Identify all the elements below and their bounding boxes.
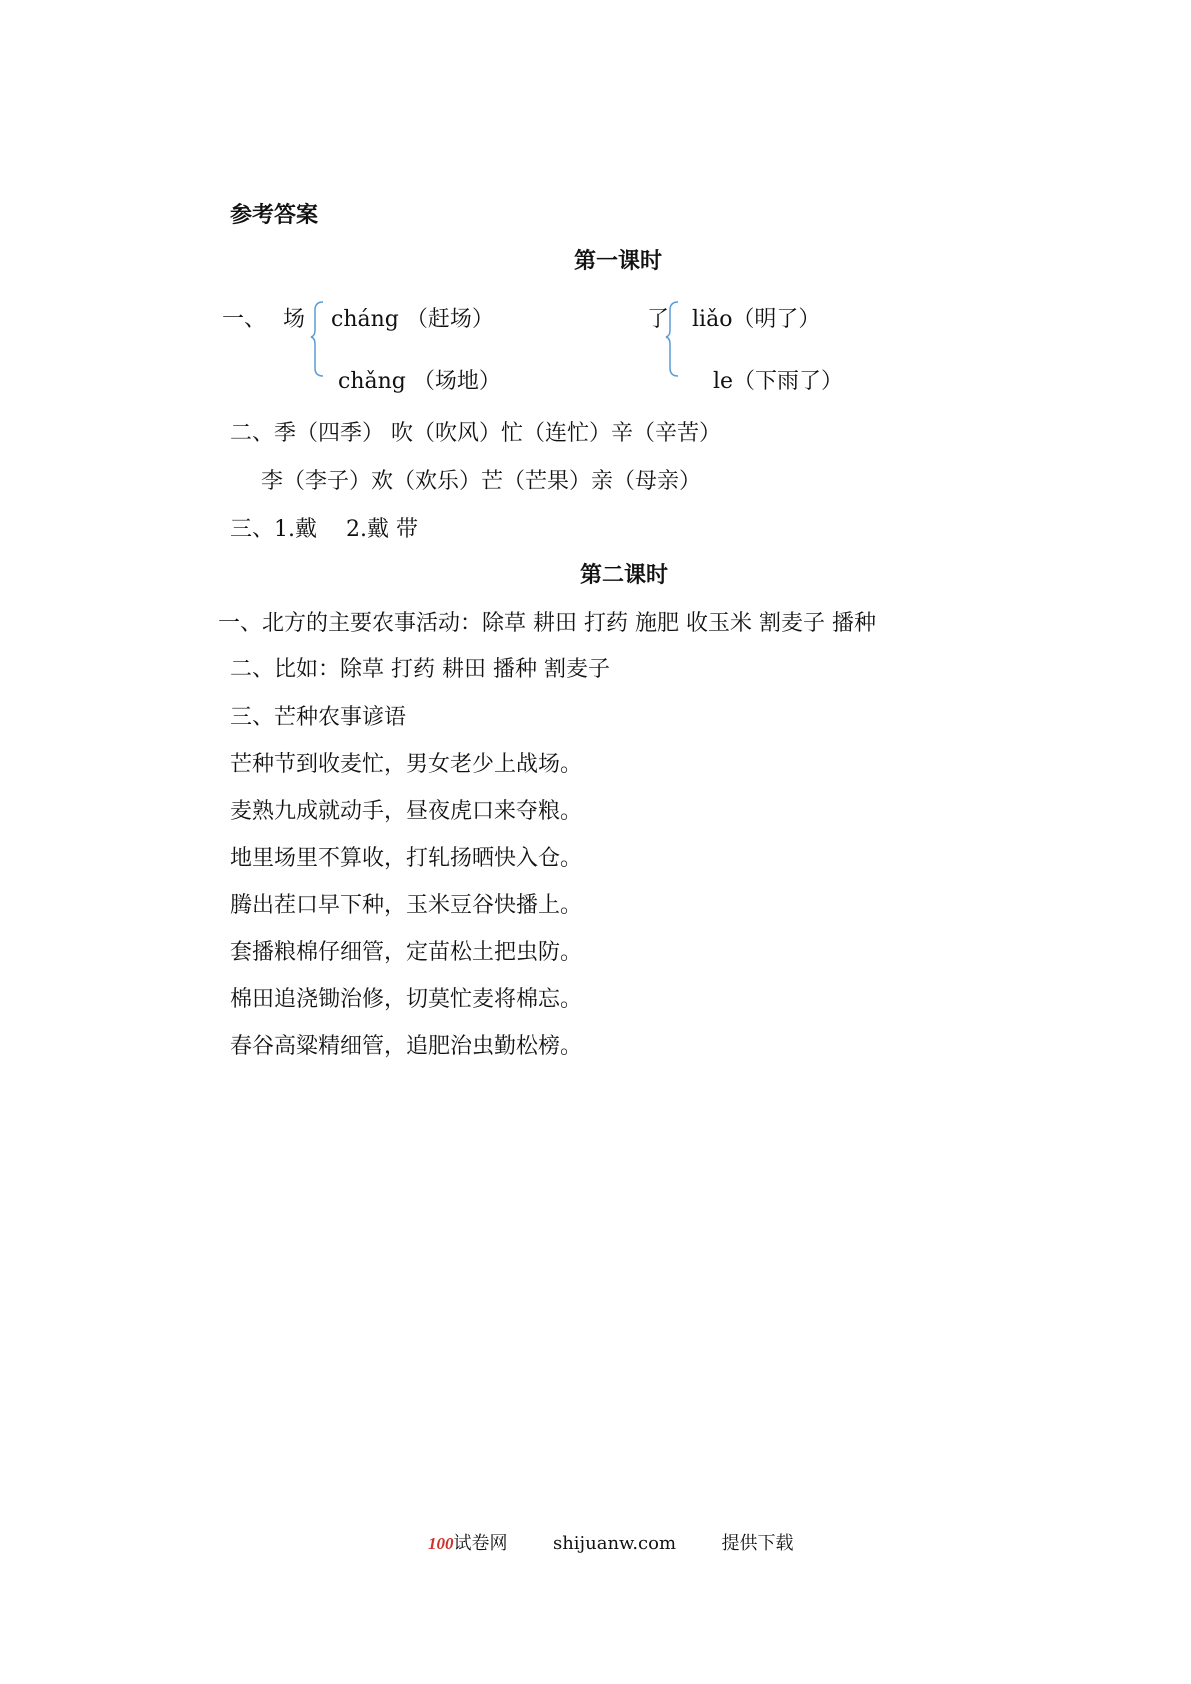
proverb-line: 麦熟九成就动手，昼夜虎口来夺粮。 <box>230 799 583 824</box>
lesson1-title: 第一课时 <box>574 249 663 274</box>
lesson2-q1: 一、北方的主要农事活动：除草 耕田 打药 施肥 收玉米 割麦子 播种 <box>218 611 876 636</box>
char-le: 了 <box>647 307 670 332</box>
brace-left <box>309 300 325 378</box>
proverb-line: 腾出茬口早下种，玉米豆谷快播上。 <box>230 893 583 918</box>
lesson2-q2: 二、比如：除草 打药 耕田 播种 割麦子 <box>230 657 610 682</box>
proverb-line: 套播粮棉仔细管，定苗松土把虫防。 <box>230 940 583 965</box>
proverb-line: 地里场里不算收，打轧扬晒快入仓。 <box>230 846 583 871</box>
proverb-line: 春谷高粱精细管，追肥治虫勤松榜。 <box>230 1034 583 1059</box>
char-chang-reading-1: cháng （赶场） <box>331 307 494 332</box>
download-note: 提供下载 <box>721 1533 794 1554</box>
lesson2-q3: 三、芒种农事谚语 <box>230 705 407 730</box>
char-le-reading-1: liǎo（明了） <box>692 307 821 332</box>
char-le-reading-2: le（下雨了） <box>713 369 844 394</box>
char-chang-reading-2: chǎng （场地） <box>338 369 501 394</box>
lesson2-title: 第二课时 <box>580 563 669 588</box>
site-domain[interactable]: shijuanw.com <box>552 1533 677 1554</box>
footer <box>428 1532 794 1556</box>
proverb-line: 棉田追浇锄治修，切莫忙麦将棉忘。 <box>230 987 583 1012</box>
brace-right <box>664 300 680 378</box>
char-chang: 场 <box>283 307 306 332</box>
page-title: 参考答案 <box>230 203 319 228</box>
lesson1-q1-number: 一、 <box>222 307 267 332</box>
proverb-line: 芒种节到收麦忙，男女老少上战场。 <box>230 752 583 777</box>
site-logo: 100 <box>428 1534 454 1553</box>
site-name: 试卷网 <box>453 1533 508 1554</box>
lesson1-q3: 三、1.戴 2.戴 带 <box>230 517 418 542</box>
lesson1-q2-line1: 二、季（四季） 吹（吹风）忙（连忙）辛（辛苦） <box>230 421 721 446</box>
lesson1-q2-line2: 李（李子）欢（欢乐）芒（芒果）亲（母亲） <box>261 469 702 494</box>
